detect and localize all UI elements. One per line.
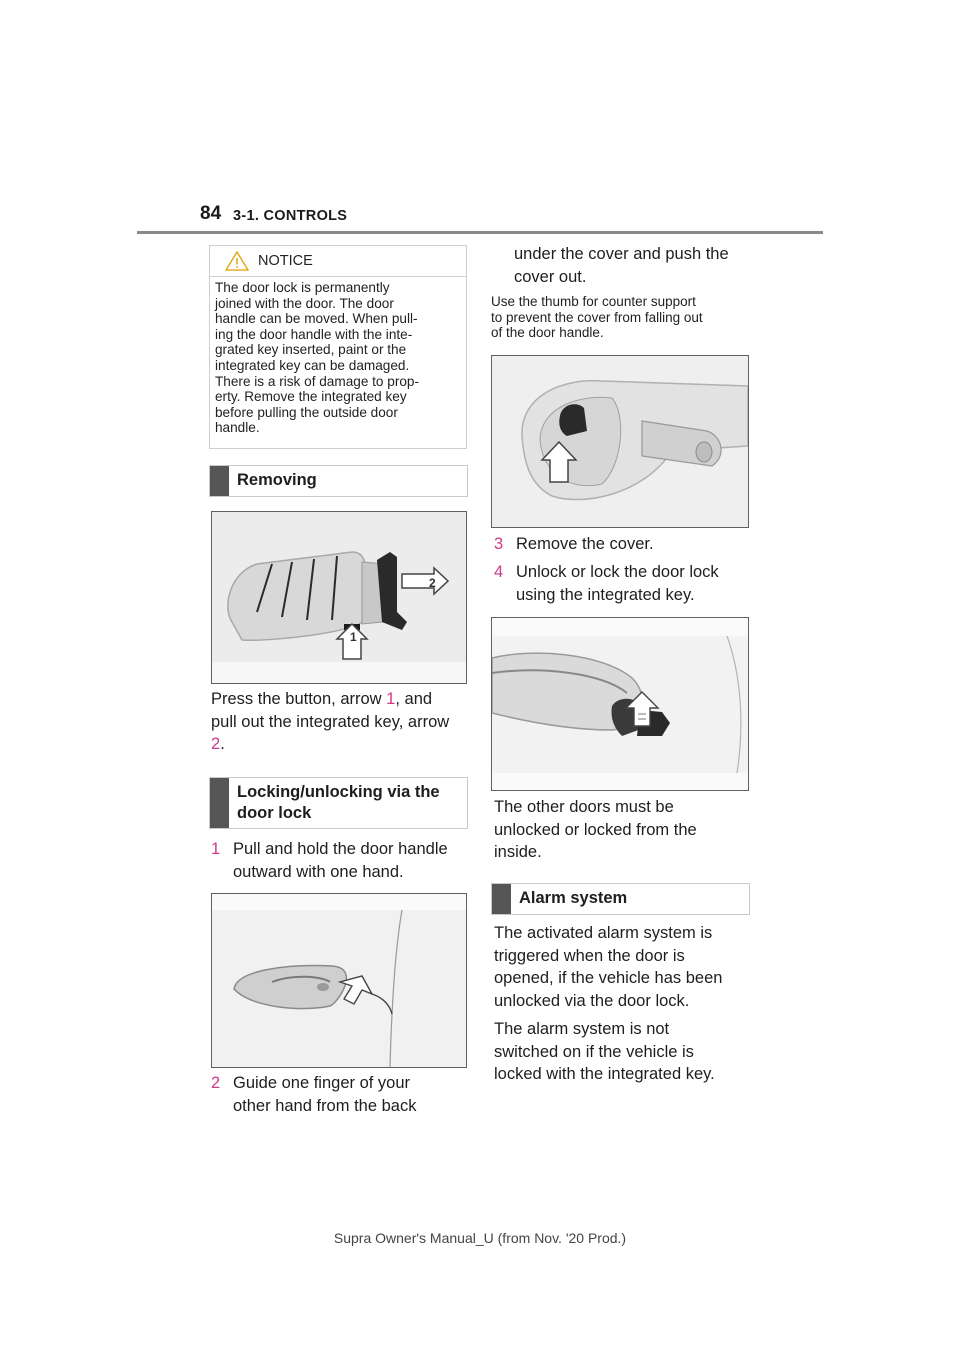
header-rule [137, 231, 823, 234]
step-2 [211, 1072, 471, 1120]
continuation-line: under the cover and push the [514, 245, 729, 263]
alarm-line: locked with the integrated key. [494, 1065, 715, 1083]
step-text: outward with one hand. [233, 862, 404, 881]
heading-bar [492, 884, 511, 914]
alarm-line: unlocked via the door lock. [494, 991, 690, 1010]
notice-box [209, 245, 467, 449]
other-doors-line: The other doors must be [494, 798, 674, 816]
heading-removing [209, 465, 468, 497]
removing-text-1: Press the button, arrow [211, 690, 387, 708]
notice-line: handle can be moved. When pull- [215, 311, 418, 327]
section-title: 3-1. CONTROLS [233, 208, 348, 224]
step-text: Unlock or lock the door lock [516, 563, 719, 581]
heading-label: Removing [237, 471, 317, 489]
step-text: using the integrated key. [516, 585, 695, 604]
arrow-number-2: 2 [211, 735, 221, 753]
notice-line: grated key inserted, paint or the [215, 342, 407, 358]
step-text: Guide one finger of your [233, 1074, 411, 1092]
heading-label: Alarm system [519, 889, 628, 907]
figure-key-removal [211, 511, 467, 684]
step-4 [494, 561, 756, 609]
step-number: 4 [494, 563, 504, 581]
notice-line: There is a risk of damage to prop- [215, 373, 419, 389]
page-number: 84 [200, 203, 222, 224]
notice-line: The door lock is permanently [215, 280, 390, 295]
alarm-line: opened, if the vehicle has been [494, 969, 723, 987]
figure-key-in-lock [491, 617, 749, 791]
alarm-paragraph-2 [494, 1018, 756, 1086]
alarm-line: switched on if the vehicle is [494, 1042, 694, 1061]
step-number: 1 [211, 840, 221, 858]
figure-door-handle-pull [211, 893, 467, 1068]
heading-alarm-system [491, 883, 750, 915]
step-text: other hand from the back [233, 1096, 417, 1115]
notice-header [210, 246, 466, 277]
notice-line: joined with the door. The door [215, 295, 394, 311]
note-line: Use the thumb for counter support [491, 294, 696, 309]
heading-label-line2: door lock [237, 804, 312, 822]
note-line: of the door handle. [491, 325, 604, 340]
step-text: Pull and hold the door handle [233, 840, 448, 858]
step-3 [494, 533, 756, 557]
note-line: to prevent the cover from falling out [491, 309, 703, 325]
figure-label-2: 2 [429, 576, 436, 590]
notice-line: handle. [215, 420, 260, 436]
removing-text-3: . [220, 735, 225, 753]
heading-bar [210, 466, 229, 496]
alarm-line: triggered when the door is [494, 946, 685, 965]
warning-triangle-icon [225, 251, 249, 276]
alarm-line: The alarm system is not [494, 1020, 670, 1038]
heading-locking [209, 777, 468, 829]
other-doors-line: inside. [494, 843, 542, 861]
page-footer: Supra Owner's Manual_U (from Nov. '20 Prod.) [333, 1230, 627, 1246]
arrow-number-1: 1 [386, 690, 396, 708]
figure-cover-push [491, 355, 749, 528]
continuation-line: cover out. [514, 267, 587, 286]
step-number: 2 [211, 1074, 221, 1092]
heading-bar [210, 778, 229, 828]
step-number: 3 [494, 535, 504, 553]
heading-label-line1: Locking/unlocking via the [237, 783, 440, 801]
notice-line: integrated key can be damaged. [215, 357, 410, 373]
notice-line: before pulling the outside door [215, 404, 398, 420]
other-doors-text [494, 796, 756, 864]
thumb-note [491, 294, 756, 341]
notice-text [215, 280, 463, 436]
removing-text [211, 688, 471, 756]
removing-text-1-end: , and [395, 690, 433, 708]
removing-text-2: pull out the integrated key, arrow [211, 712, 450, 731]
notice-line: erty. Remove the integrated key [215, 389, 407, 405]
figure-label-1: 1 [350, 630, 357, 644]
other-doors-line: unlocked or locked from the [494, 820, 697, 839]
step-text: Remove the cover. [516, 535, 654, 553]
step-1 [211, 838, 471, 886]
alarm-paragraph-1 [494, 922, 756, 1012]
step-2-continued [514, 243, 759, 288]
notice-title: NOTICE [258, 253, 313, 269]
notice-line: ing the door handle with the inte- [215, 326, 413, 342]
alarm-line: The activated alarm system is [494, 924, 713, 942]
